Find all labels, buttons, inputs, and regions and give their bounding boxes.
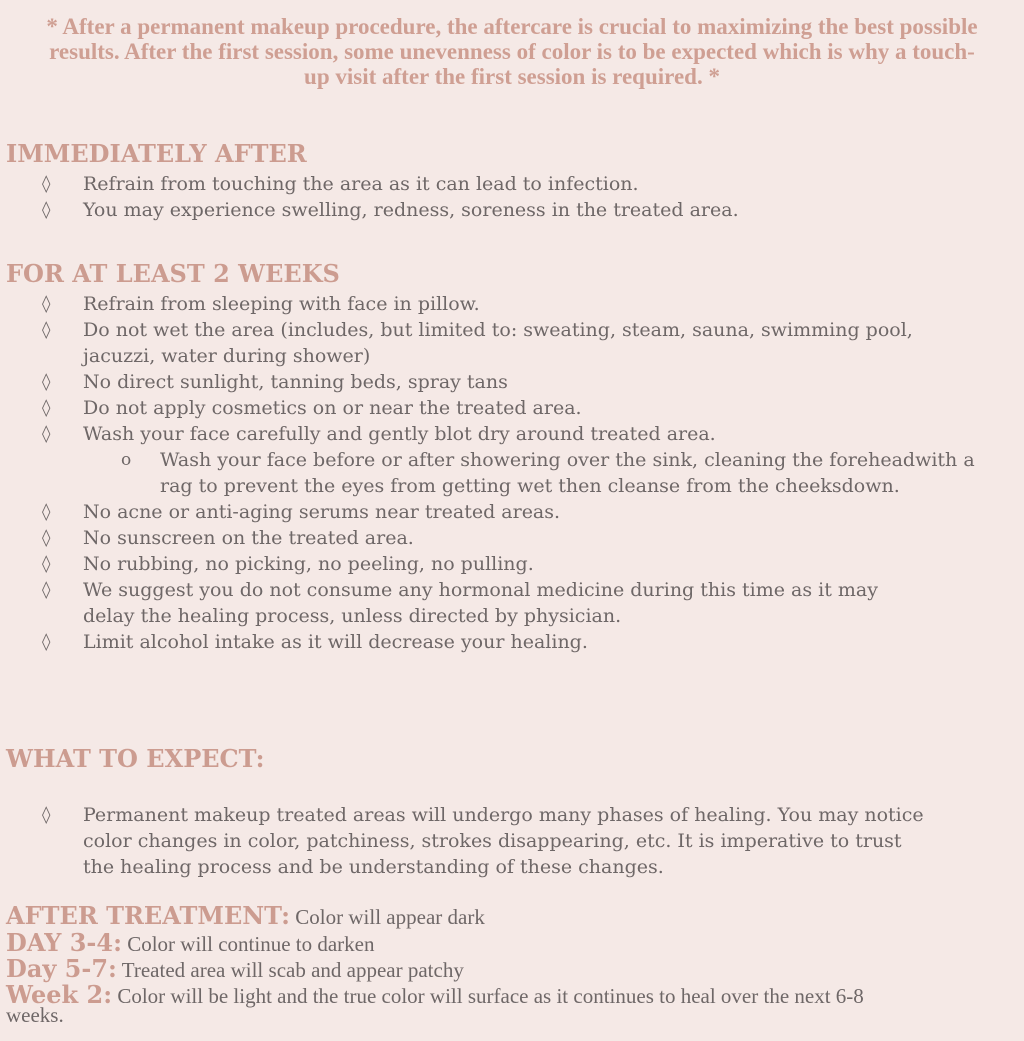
list-item: ◊ Refrain from touching the area as it can lead to infection.: [42, 173, 639, 195]
intro-line: * After a permanent makeup procedure, the aftercare is crucial to maximizing the best possible: [46, 14, 978, 39]
diamond-bullet-icon: ◊: [42, 632, 51, 652]
circle-bullet-icon: o: [121, 450, 132, 470]
diamond-bullet-icon: ◊: [42, 174, 51, 194]
stage-week-2: [6, 980, 864, 1027]
what-to-expect-list: [0, 802, 983, 880]
stage-text: Treated area will scab and appear patchy: [116, 958, 464, 982]
diamond-bullet-icon: ◊: [42, 580, 51, 600]
intro-line: up visit after the first session is required. *: [304, 64, 720, 89]
immediately-after-list: [0, 171, 983, 223]
heading-immediately-after: IMMEDIATELY AFTER: [6, 139, 307, 168]
stage-text: Color will appear dark: [290, 905, 485, 929]
list-item: ◊ Wash your face carefully and gently blot dry around treated area.: [42, 423, 716, 445]
stage-label: Day 5-7:: [6, 954, 117, 983]
stage-after-treatment: [6, 903, 485, 930]
list-item: ◊ No direct sunlight, tanning beds, spray tans: [42, 371, 508, 393]
diamond-bullet-icon: ◊: [42, 294, 51, 314]
sub-list-item: o Wash your face before or after showering over the sink, cleaning the foreheadwith a rag to prevent the eyes from getting wet then cleanse from the cheeksdown.: [121, 449, 975, 497]
diamond-bullet-icon: ◊: [42, 502, 51, 522]
stage-day-5-7: [6, 956, 464, 983]
diamond-bullet-icon: ◊: [42, 200, 51, 220]
list-item: ◊ No acne or anti-aging serums near treated areas.: [42, 501, 561, 523]
list-item: ◊ No sunscreen on the treated area.: [42, 527, 414, 549]
list-item: ◊ You may experience swelling, redness, soreness in the treated area.: [42, 199, 739, 221]
list-item: ◊ Permanent makeup treated areas will undergo many phases of healing. You may notice color changes in color, patchiness, strokes disappearing, etc. It is imperative to trust the healing process and be understanding of these changes.: [42, 804, 924, 878]
stage-label: Week 2:: [6, 980, 113, 1009]
heading-two-weeks: FOR AT LEAST 2 WEEKS: [6, 259, 340, 288]
intro-note: [0, 14, 1024, 89]
stage-label: AFTER TREATMENT:: [6, 901, 291, 930]
diamond-bullet-icon: ◊: [42, 805, 51, 825]
diamond-bullet-icon: ◊: [42, 372, 51, 392]
list-item: ◊ Do not wet the area (includes, but limited to: sweating, steam, sauna, swimming pool, jacuzzi, water during shower): [42, 319, 913, 367]
stage-text-continued: weeks.: [6, 1003, 64, 1027]
stage-day-3-4: [6, 930, 375, 957]
list-item: ◊ Do not apply cosmetics on or near the treated area.: [42, 397, 582, 419]
heading-what-to-expect: WHAT TO EXPECT:: [6, 744, 265, 773]
list-item: ◊ No rubbing, no picking, no peeling, no pulling.: [42, 553, 534, 575]
intro-line: results. After the first session, some unevenness of color is to be expected which is why a touch-: [49, 39, 975, 64]
list-item: ◊ Refrain from sleeping with face in pillow.: [42, 293, 480, 315]
list-item: ◊ We suggest you do not consume any hormonal medicine during this time as it may delay the healing process, unless directed by physician.: [42, 579, 878, 627]
diamond-bullet-icon: ◊: [42, 398, 51, 418]
stage-text: Color will continue to darken: [121, 932, 375, 956]
diamond-bullet-icon: ◊: [42, 424, 51, 444]
diamond-bullet-icon: ◊: [42, 528, 51, 548]
diamond-bullet-icon: ◊: [42, 554, 51, 574]
stage-label: DAY 3-4:: [6, 928, 122, 957]
list-item: ◊ Limit alcohol intake as it will decrease your healing.: [42, 631, 588, 653]
stage-text: Color will be light and the true color will surface as it continues to heal over the next 6-8: [112, 984, 864, 1008]
diamond-bullet-icon: ◊: [42, 320, 51, 340]
two-weeks-list: [0, 291, 983, 655]
